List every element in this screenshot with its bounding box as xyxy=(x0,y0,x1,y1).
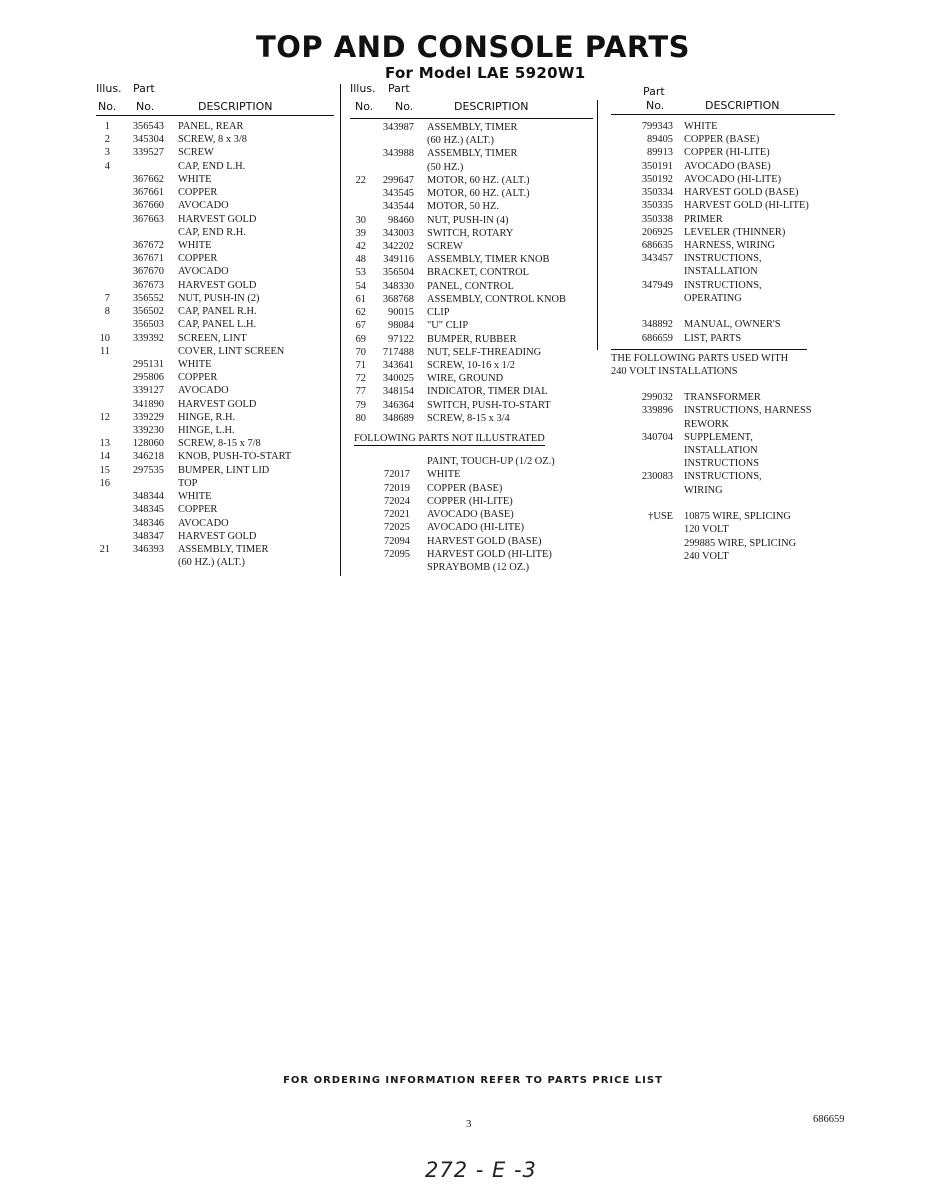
part-description: 120 VOLT xyxy=(684,524,729,536)
part-number: 345304 xyxy=(132,134,164,146)
part-number: 206925 xyxy=(641,226,673,238)
part-number: 367673 xyxy=(132,279,164,291)
part-description: HINGE, R.H. xyxy=(178,411,236,423)
illus-number: 21 xyxy=(99,544,110,555)
part-number: 367670 xyxy=(132,266,164,278)
part-number: 343641 xyxy=(382,359,414,371)
part-description: HARVEST GOLD (BASE) xyxy=(684,187,799,199)
parts-column-3 xyxy=(611,82,843,562)
illus-number: 4 xyxy=(104,160,110,172)
part-description: SUPPLEMENT, xyxy=(684,431,753,443)
illus-number: 69 xyxy=(355,333,366,345)
section-note xyxy=(611,352,807,365)
part-number: 356502 xyxy=(132,306,164,318)
part-number: 90015 xyxy=(388,307,414,319)
part-description: CLIP xyxy=(427,307,450,319)
part-description: NUT, PUSH-IN (4) xyxy=(427,214,509,226)
part-number: 348330 xyxy=(382,280,414,292)
header-no: No. xyxy=(646,99,665,112)
part-number: 356503 xyxy=(132,319,164,331)
part-description: AVOCADO (BASE) xyxy=(427,509,514,521)
part-number: 295806 xyxy=(132,372,164,384)
part-number: 348346 xyxy=(132,517,164,529)
part-number: 339127 xyxy=(132,385,164,397)
illus-number: 80 xyxy=(355,412,366,424)
part-description: HARVEST GOLD xyxy=(178,279,257,291)
part-number: 339392 xyxy=(132,332,164,344)
illus-number: 7 xyxy=(104,292,110,304)
header-no: No. xyxy=(98,100,117,113)
header-rule xyxy=(96,115,334,116)
part-number: 350192 xyxy=(641,173,673,185)
part-description: TRANSFORMER xyxy=(684,392,761,404)
illus-number: 15 xyxy=(99,464,110,476)
part-description: HARVEST GOLD (BASE) xyxy=(427,535,542,547)
part-number: 347949 xyxy=(641,279,673,291)
part-description: INSTALLATION xyxy=(684,266,758,278)
part-description: INDICATOR, TIMER DIAL xyxy=(427,386,548,398)
illus-number: 61 xyxy=(355,293,366,305)
part-description: SPRAYBOMB (12 OZ.) xyxy=(427,562,530,573)
part-description: ASSEMBLY, TIMER xyxy=(427,148,518,160)
part-number: 346218 xyxy=(132,451,164,463)
part-number: 356543 xyxy=(132,121,164,132)
illus-number: 2 xyxy=(104,134,110,146)
part-description: MOTOR, 50 HZ. xyxy=(427,201,499,213)
parts-row xyxy=(611,199,807,212)
parts-row xyxy=(611,213,807,226)
part-description: CAP, END L.H. xyxy=(178,160,246,172)
part-number: 89405 xyxy=(647,134,673,146)
page-title: TOP AND CONSOLE PARTS xyxy=(255,30,691,64)
part-description: BRACKET, CONTROL xyxy=(427,267,529,279)
part-number: 368768 xyxy=(382,293,414,305)
parts-row xyxy=(611,391,807,404)
parts-row xyxy=(611,444,807,457)
part-description: 10875 WIRE, SPLICING xyxy=(684,511,791,523)
part-number: 340025 xyxy=(382,373,414,385)
part-number: 350334 xyxy=(641,187,673,199)
part-description: AVOCADO xyxy=(178,200,229,212)
part-number: 367671 xyxy=(132,253,164,265)
part-number: 343987 xyxy=(382,122,414,133)
spacer xyxy=(611,378,807,391)
parts-row xyxy=(611,186,807,199)
part-description: COPPER xyxy=(178,372,218,384)
part-description: ASSEMBLY, TIMER xyxy=(178,544,269,555)
illus-number: 72 xyxy=(355,373,366,385)
part-description: COPPER (BASE) xyxy=(427,482,503,494)
section-note xyxy=(611,365,807,378)
part-number: 230083 xyxy=(641,471,673,483)
part-description: ASSEMBLY, CONTROL KNOB xyxy=(427,293,566,305)
part-number: 341890 xyxy=(132,398,164,410)
part-description: MANUAL, OWNER'S xyxy=(684,319,781,331)
parts-row xyxy=(611,484,807,497)
parts-row xyxy=(611,332,807,345)
illus-number: 71 xyxy=(355,359,366,371)
illus-number: 1 xyxy=(104,121,110,132)
part-description: 240 VOLT xyxy=(684,550,729,562)
illus-number: 67 xyxy=(355,320,366,332)
part-number: 340704 xyxy=(641,431,673,443)
header-part: Part xyxy=(643,85,665,98)
part-description: NUT, PUSH-IN (2) xyxy=(178,292,260,304)
part-description: TOP xyxy=(178,477,198,489)
part-number: 343545 xyxy=(382,188,414,200)
parts-row xyxy=(611,173,807,186)
part-description: SWITCH, ROTARY xyxy=(427,227,514,239)
parts-list xyxy=(611,120,812,563)
part-number: 367660 xyxy=(132,200,164,212)
part-number: 72024 xyxy=(384,495,410,507)
part-description: SCREW, 8-15 x 7/8 xyxy=(178,438,261,450)
illus-number: 11 xyxy=(99,345,110,357)
part-number: 72094 xyxy=(384,535,410,547)
part-number: 339527 xyxy=(132,147,164,159)
part-description: WHITE xyxy=(178,239,212,251)
part-description: SCREEN, LINT xyxy=(178,332,247,344)
part-description: HARVEST GOLD xyxy=(178,398,257,410)
column-header xyxy=(611,82,843,116)
illus-number: 54 xyxy=(355,280,366,292)
part-number: 342202 xyxy=(382,240,414,252)
illus-number: 77 xyxy=(355,386,366,398)
part-description: COPPER (HI-LITE) xyxy=(427,495,513,507)
part-number: 339230 xyxy=(132,425,164,437)
part-description: NUT, SELF-THREADING xyxy=(427,346,542,358)
part-description: LIST, PARTS xyxy=(684,332,742,344)
part-description: AVOCADO (HI-LITE) xyxy=(684,173,782,185)
parts-row xyxy=(611,120,807,133)
part-description: HARVEST GOLD xyxy=(178,530,257,542)
part-description: SCREW xyxy=(178,147,214,159)
part-number: 686659 xyxy=(641,332,673,344)
part-description: WHITE xyxy=(178,491,212,503)
part-number: 295131 xyxy=(132,358,164,370)
part-description: COVER, LINT SCREEN xyxy=(178,345,285,357)
part-number: 128060 xyxy=(132,438,164,450)
part-description: WHITE xyxy=(684,121,718,132)
part-number: 299647 xyxy=(382,174,414,186)
part-description: CAP, PANEL L.H. xyxy=(178,319,257,331)
part-number: 356504 xyxy=(382,267,414,279)
illus-number: 3 xyxy=(104,147,110,159)
header-no: No. xyxy=(355,100,374,113)
illus-number: 53 xyxy=(355,267,366,279)
part-description: SCREW, 8 x 3/8 xyxy=(178,134,247,146)
header-no: No. xyxy=(136,100,155,113)
part-description: (60 HZ.) (ALT.) xyxy=(427,135,494,147)
part-description: HARVEST GOLD xyxy=(178,213,257,225)
section-note-text: 240 VOLT INSTALLATIONS xyxy=(611,365,738,377)
part-number: 97122 xyxy=(388,333,414,345)
part-description: WHITE xyxy=(178,173,212,185)
illus-number: 62 xyxy=(355,307,366,319)
parts-column-1 xyxy=(96,82,334,569)
part-description: (60 HZ.) (ALT.) xyxy=(178,557,245,569)
parts-row xyxy=(611,418,807,431)
parts-row xyxy=(611,470,807,483)
part-number: 343988 xyxy=(382,148,414,160)
part-description: COPPER (HI-LITE) xyxy=(684,147,770,159)
part-description: HARVEST GOLD (HI-LITE) xyxy=(684,200,809,212)
illus-number: 8 xyxy=(104,306,110,318)
part-description: MOTOR, 60 HZ. (ALT.) xyxy=(427,188,530,200)
part-number: 343544 xyxy=(382,201,414,213)
part-number: 72021 xyxy=(384,509,410,521)
part-description: COPPER xyxy=(178,504,218,516)
part-number: 72025 xyxy=(384,522,410,534)
part-description: "U" CLIP xyxy=(427,320,469,332)
part-number: 717488 xyxy=(382,346,414,358)
illus-number: 79 xyxy=(355,399,366,411)
part-number: 98084 xyxy=(388,320,414,332)
part-number: 367663 xyxy=(132,213,164,225)
part-description: AVOCADO (HI-LITE) xyxy=(427,522,525,534)
parts-row xyxy=(611,146,807,159)
parts-row xyxy=(611,404,812,417)
illus-number: 10 xyxy=(99,332,110,344)
part-description: ASSEMBLY, TIMER xyxy=(427,122,518,133)
column-header xyxy=(96,82,334,116)
part-description: MOTOR, 60 HZ. (ALT.) xyxy=(427,174,530,186)
column-header xyxy=(350,82,593,116)
parts-row xyxy=(611,226,807,239)
part-description: HARVEST GOLD (HI-LITE) xyxy=(427,548,552,560)
parts-row xyxy=(611,305,807,318)
part-number: 98460 xyxy=(388,214,414,226)
part-number: 367661 xyxy=(132,187,164,199)
parts-row xyxy=(611,279,807,292)
part-number: 89913 xyxy=(647,147,673,159)
part-description: INSTRUCTIONS xyxy=(684,458,760,470)
part-number: 356552 xyxy=(132,292,164,304)
part-description: AVOCADO (BASE) xyxy=(684,160,771,172)
part-description: BUMPER, RUBBER xyxy=(427,333,517,345)
part-number: 348892 xyxy=(641,319,673,331)
part-number: 349116 xyxy=(383,254,414,266)
document-number: 686659 xyxy=(813,1114,845,1125)
part-description: SCREW xyxy=(427,240,463,252)
part-number: 350335 xyxy=(641,200,673,212)
part-description: PRIMER xyxy=(684,213,723,225)
part-description: INSTALLATION xyxy=(684,445,758,457)
parts-row xyxy=(611,510,807,523)
part-description: INSTRUCTIONS, HARNESS xyxy=(684,405,812,417)
part-number: 348345 xyxy=(132,504,164,516)
illus-number: 70 xyxy=(355,346,366,358)
part-description: COPPER xyxy=(178,187,218,199)
part-description: 299885 WIRE, SPLICING xyxy=(684,537,797,549)
parts-row xyxy=(611,160,807,173)
part-description: KNOB, PUSH-TO-START xyxy=(178,451,292,463)
column-divider xyxy=(340,84,341,576)
part-description: SWITCH, PUSH-TO-START xyxy=(427,399,551,411)
part-description: INSTRUCTIONS, xyxy=(684,253,762,265)
part-number: 72017 xyxy=(384,469,410,481)
section-note-text: THE FOLLOWING PARTS USED WITH xyxy=(611,352,789,364)
part-description: CAP, PANEL R.H. xyxy=(178,306,257,318)
part-number: 72095 xyxy=(384,548,410,560)
header-no: No. xyxy=(395,100,414,113)
section-rule xyxy=(611,349,807,350)
part-description: ASSEMBLY, TIMER KNOB xyxy=(427,254,550,266)
part-number: 348347 xyxy=(132,530,164,542)
header-description: DESCRIPTION xyxy=(198,100,273,113)
part-number: †USE xyxy=(648,511,673,523)
part-number: 367672 xyxy=(132,239,164,251)
illus-number: 48 xyxy=(355,254,366,266)
part-description: SCREW, 10-16 x 1/2 xyxy=(427,359,515,371)
parts-row xyxy=(611,239,807,252)
ordering-note: FOR ORDERING INFORMATION REFER TO PARTS PRICE LIST xyxy=(283,1075,663,1086)
part-number: 72019 xyxy=(384,482,410,494)
header-illus: Illus. xyxy=(96,82,122,95)
part-number: 346364 xyxy=(382,399,414,411)
illus-number: 13 xyxy=(99,438,110,450)
header-part: Part xyxy=(388,82,410,95)
part-number: 343457 xyxy=(641,253,673,265)
part-description: INSTRUCTIONS, xyxy=(684,279,762,291)
part-number: 350338 xyxy=(641,213,673,225)
part-description: PAINT, TOUCH-UP (1/2 OZ.) xyxy=(427,456,555,468)
part-number: 686635 xyxy=(641,239,673,251)
part-number: 299032 xyxy=(641,392,673,404)
illus-number: 39 xyxy=(355,227,366,239)
part-description: COPPER xyxy=(178,253,218,265)
parts-column-2 xyxy=(350,82,593,573)
page-number: 3 xyxy=(466,1118,472,1130)
part-description: BUMPER, LINT LID xyxy=(178,464,270,476)
part-description: WHITE xyxy=(178,358,212,370)
header-rule xyxy=(350,118,593,119)
illus-number: 22 xyxy=(355,174,366,186)
part-description: INSTRUCTIONS, xyxy=(684,471,762,483)
illus-number: 14 xyxy=(99,451,110,463)
part-description: WHITE xyxy=(427,469,461,481)
illus-number: 30 xyxy=(355,214,366,226)
illus-number: 16 xyxy=(99,477,110,489)
part-number: 339229 xyxy=(132,411,164,423)
model-subtitle: For Model LAE 5920W1 xyxy=(385,64,586,82)
part-number: 348689 xyxy=(382,412,414,424)
parts-row xyxy=(611,523,807,536)
parts-row xyxy=(611,252,807,265)
part-description: CAP, END R.H. xyxy=(178,226,246,238)
part-description: AVOCADO xyxy=(178,517,229,529)
parts-row xyxy=(611,292,807,305)
part-description: AVOCADO xyxy=(178,385,229,397)
part-number: 350191 xyxy=(641,160,673,172)
part-number: 348154 xyxy=(382,386,414,398)
part-description: HINGE, L.H. xyxy=(178,425,235,437)
column-divider xyxy=(597,100,598,350)
illus-number: 12 xyxy=(99,411,110,423)
part-number: 346393 xyxy=(132,544,164,555)
parts-row xyxy=(611,431,807,444)
parts-row xyxy=(611,457,807,470)
section-heading-text: FOLLOWING PARTS NOT ILLUSTRATED xyxy=(354,433,545,445)
illus-number: 42 xyxy=(355,240,366,252)
part-description: AVOCADO xyxy=(178,266,229,278)
header-rule xyxy=(611,114,835,115)
parts-row xyxy=(611,265,807,278)
parts-row xyxy=(611,537,807,550)
part-number: 348344 xyxy=(132,491,164,503)
part-description: WIRING xyxy=(684,484,723,496)
part-description: PANEL, CONTROL xyxy=(427,280,514,292)
part-description: PANEL, REAR xyxy=(178,121,244,132)
part-description: LEVELER (THINNER) xyxy=(684,226,786,238)
parts-row xyxy=(611,318,807,331)
header-part: Part xyxy=(133,82,155,95)
parts-row xyxy=(611,497,807,510)
header-description: DESCRIPTION xyxy=(705,99,780,112)
part-number: 339896 xyxy=(641,405,673,417)
part-number: 297535 xyxy=(132,464,164,476)
part-description: OPERATING xyxy=(684,292,742,304)
part-description: HARNESS, WIRING xyxy=(684,239,776,251)
part-description: SCREW, 8-15 x 3/4 xyxy=(427,412,510,424)
handwritten-note: 272 - E -3 xyxy=(425,1158,537,1182)
parts-row xyxy=(611,133,807,146)
part-description: (50 HZ.) xyxy=(427,161,464,173)
parts-row xyxy=(611,550,807,563)
part-number: 367662 xyxy=(132,173,164,185)
part-number: 343003 xyxy=(382,227,414,239)
header-description: DESCRIPTION xyxy=(454,100,529,113)
part-description: WIRE, GROUND xyxy=(427,373,504,385)
part-description: REWORK xyxy=(684,418,730,430)
part-description: COPPER (BASE) xyxy=(684,134,760,146)
header-illus: Illus. xyxy=(350,82,376,95)
part-number: 799343 xyxy=(641,121,673,132)
